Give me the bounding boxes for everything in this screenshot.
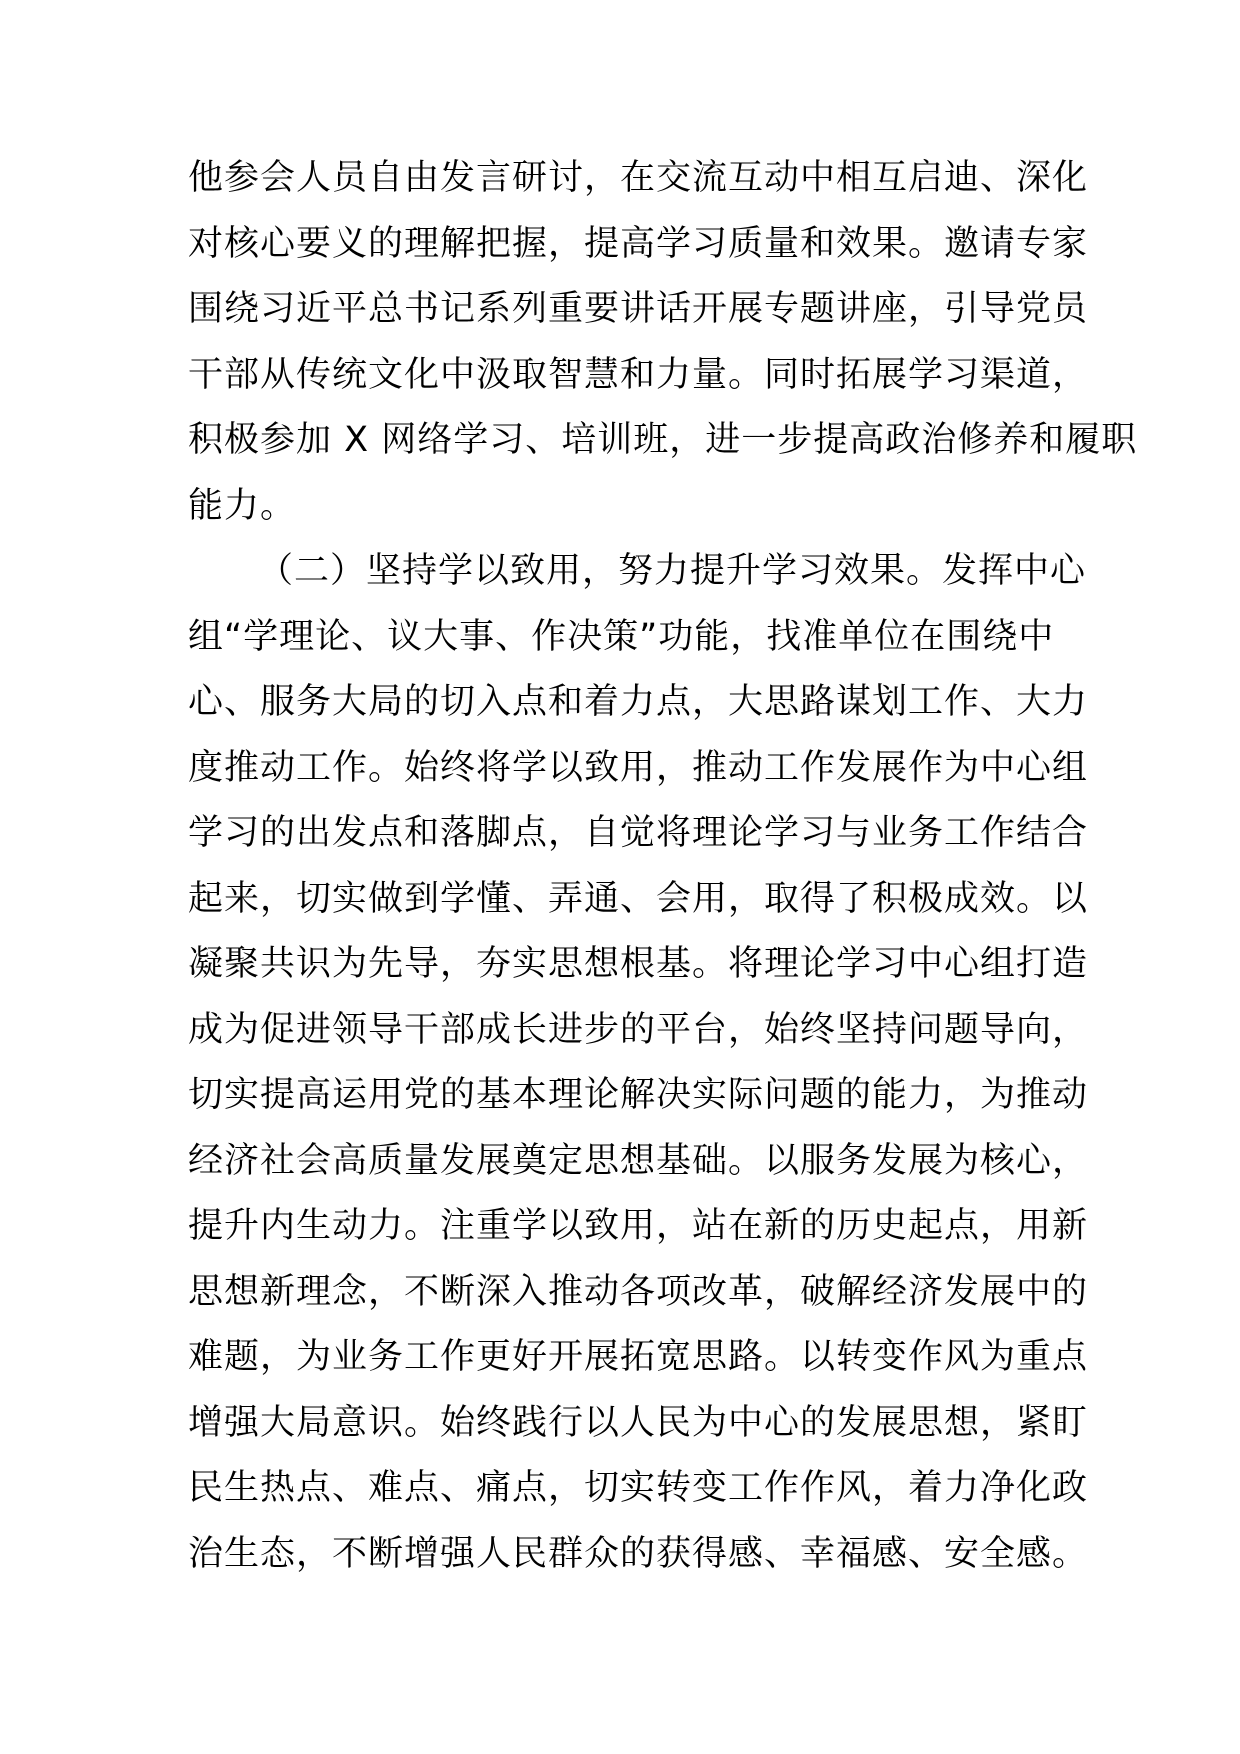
text-line: 对核心要义的理解把握，提高学习质量和效果。邀请专家 xyxy=(188,223,1089,264)
text-line: 度推动工作。始终将学以致用，推动工作发展作为中心组 xyxy=(188,747,1089,788)
section-heading-line: （二）坚持学以致用，努力提升学习效果。发挥中心 xyxy=(258,551,1087,591)
text-line: 学习的出发点和落脚点，自觉将理论学习与业务工作结合 xyxy=(188,813,1089,853)
text-line: 围绕习近平总书记系列重要讲话开展专题讲座，引导党员 xyxy=(188,289,1089,329)
text-line: 民生热点、难点、痛点，切实转变工作作风，着力净化政 xyxy=(188,1468,1089,1508)
text-line: 经济社会高质量发展奠定思想基础。以服务发展为核心， xyxy=(188,1140,1089,1181)
text-line: 积极参加 X 网络学习、培训班，进一步提高政治修养和履职 xyxy=(188,420,1138,460)
body-text xyxy=(188,146,1138,1587)
text-line: 增强大局意识。始终践行以人民为中心的发展思想，紧盯 xyxy=(188,1402,1089,1443)
text-line: 能力。 xyxy=(188,485,297,526)
text-line: 心、服务大局的切入点和着力点，大思路谋划工作、大力 xyxy=(188,682,1089,722)
text-line: 难题，为业务工作更好开展拓宽思路。以转变作风为重点 xyxy=(188,1337,1089,1377)
text-line: 起来，切实做到学懂、弄通、会用，取得了积极成效。以 xyxy=(188,878,1089,919)
text-line: 干部从传统文化中汲取智慧和力量。同时拓展学习渠道， xyxy=(188,354,1089,395)
text-line: 提升内生动力。注重学以致用，站在新的历史起点，用新 xyxy=(188,1206,1089,1246)
text-line: 治生态，不断增强人民群众的获得感、幸福感、安全感。 xyxy=(188,1533,1089,1574)
text-line: 思想新理念，不断深入推动各项改革，破解经济发展中的 xyxy=(188,1271,1089,1312)
text-line: 凝聚共识为先导，夯实思想根基。将理论学习中心组打造 xyxy=(188,944,1089,984)
text-line: 成为促进领导干部成长进步的平台，始终坚持问题导向， xyxy=(188,1009,1089,1050)
text-line: 他参会人员自由发言研讨，在交流互动中相互启迪、深化 xyxy=(188,158,1089,198)
text-line: 组“学理论、议大事、作决策”功能，找准单位在围绕中 xyxy=(188,616,1055,657)
text-line: 切实提高运用党的基本理论解决实际问题的能力，为推动 xyxy=(188,1075,1089,1115)
